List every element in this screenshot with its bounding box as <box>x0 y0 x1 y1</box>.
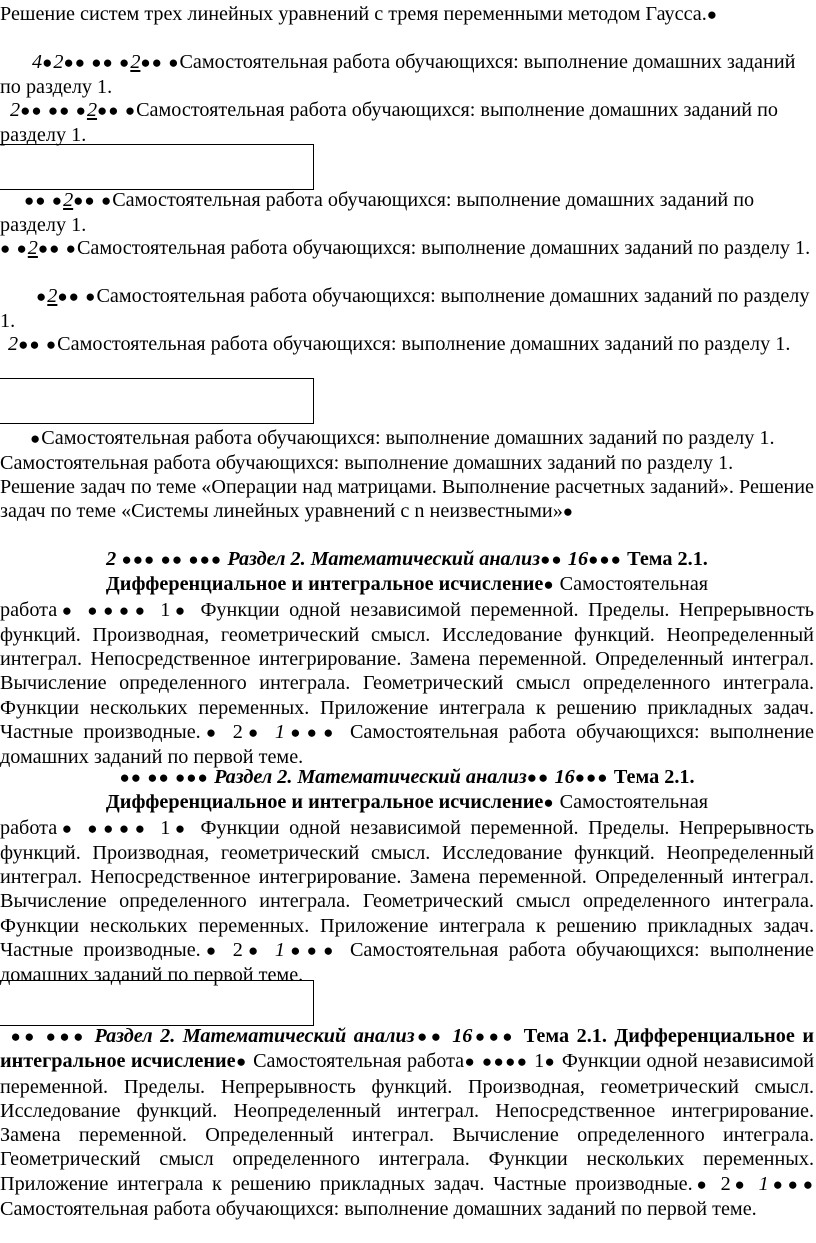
hours-value: 1 <box>534 1050 545 1073</box>
task-text: Самостоятельная работа обучающихся: выполнение домашних заданий по разделу 1. <box>76 237 811 259</box>
bullet-icon: ● <box>730 1174 759 1194</box>
bullet-icon: ● <box>170 818 201 838</box>
hours-value: 2 <box>63 189 74 211</box>
hours-value: 2 <box>8 333 19 355</box>
task-line-4 <box>0 236 814 261</box>
bullet-icon: ● <box>235 1052 248 1072</box>
self-work-label: Самостоятельная <box>559 573 709 596</box>
topic-title: Дифференциальное и интегральное исчисление <box>0 1025 814 1073</box>
topic-title: Дифференциальное и интегральное исчисление <box>105 791 544 814</box>
hours-value: 2 <box>47 285 58 307</box>
content-text: Функции одной независимой переменной. Пределы. Непрерывность функций. Производная, геометрический смысл. Исследование функций. Неопределенный интеграл. Непосредственное интегрирование. Замена переменной. Определенный интеграл. Вычисление определенного интеграла. Геометрический смысл определенного интеграла. Функции нескольких переменных. Приложение интеграла к решению прикладных задач. Частные производные. <box>0 816 814 962</box>
bullet-icon: ●● <box>526 768 555 787</box>
section-block-3 <box>0 1024 814 1221</box>
bullet-icon: ●●● ●● ●●● <box>116 550 228 569</box>
self-work-label: Самостоятельная <box>559 791 709 814</box>
hours-value: 2 <box>130 51 141 73</box>
section-hours: 16 <box>452 1025 473 1047</box>
bullet-icon: ●● ● <box>140 53 180 72</box>
empty-cell-box <box>0 980 314 1026</box>
content-text: Функции одной независимой переменной. Пределы. Непрерывность функций. Производная, геометрический смысл. Исследование функций. Неопределенный интеграл. Непосредственное интегрирование. Замена переменной. Определенный интеграл. Вычисление определенного интеграла. Геометрический смысл определенного интеграла. Функции нескольких переменных. Приложение интеграла к решению прикладных задач. Частные производные. <box>0 598 814 744</box>
empty-cell-box <box>0 144 314 190</box>
bullet-icon: ● <box>242 941 275 961</box>
hours-value: 4 <box>32 51 43 73</box>
task-line-7 <box>0 426 814 476</box>
hours-value: 1 <box>160 816 171 839</box>
bullet-icon: ● <box>543 575 555 595</box>
task-text: Самостоятельная работа обучающихся: выполнение домашних заданий по разделу 1. <box>0 285 810 333</box>
hours-value: 2 <box>27 237 38 259</box>
bullet-icon: ●● ●● ● <box>63 53 131 72</box>
bullet-icon: ●● ● <box>37 239 77 258</box>
topic-content <box>0 598 814 770</box>
topic-heading <box>0 790 814 815</box>
task-line-3 <box>0 188 814 238</box>
bullet-icon: ● <box>543 793 555 813</box>
self-work-label: работа <box>0 598 58 621</box>
task-text: Самостоятельная работа обучающихся: выполнение домашних заданий по разделу 1. <box>0 452 734 475</box>
matrix-tasks <box>0 475 814 525</box>
hours-value: 1 <box>758 1172 769 1195</box>
bullet-icon: ●● ● <box>97 101 137 120</box>
section-hours: 16 <box>567 548 589 570</box>
task-text: Самостоятельная работа обучающихся: выполнение домашних заданий по разделу 1. <box>41 427 775 449</box>
bullet-icon: ● <box>170 600 201 620</box>
section-title: Раздел 2. Математический анализ <box>227 548 541 570</box>
hours-value: 2 <box>720 1172 731 1195</box>
bullet-icon: ●●● <box>574 768 614 787</box>
bullet-icon: ● <box>200 723 233 743</box>
task-line-6 <box>0 332 814 357</box>
topic-heading <box>0 572 814 597</box>
section-block-2 <box>0 765 814 988</box>
hours-value: 1 <box>160 598 171 621</box>
hours-value: 2 <box>53 51 64 73</box>
empty-cell-box <box>0 378 314 424</box>
bullet-icon: ●● ●●● <box>8 1027 95 1046</box>
homework-text: Самостоятельная работа обучающихся: выполнение домашних заданий по первой теме. <box>0 1198 757 1221</box>
self-work-label: Самостоятельная работа <box>253 1050 465 1073</box>
task-line-2 <box>0 98 814 148</box>
bullet-icon: ● ●●●● <box>57 818 161 838</box>
topic-title: Дифференциальное и интегральное исчисление <box>105 573 544 596</box>
homework-text: Самостоятельная работа обучающихся: выполнение домашних заданий по первой теме. <box>0 721 814 769</box>
bullet-icon: ●●● <box>285 941 350 961</box>
section-heading <box>0 765 814 790</box>
gauss-text: Решение систем трех линейных уравнений с тремя переменными методом Гаусса. <box>0 3 707 25</box>
bullet-icon: ● ● <box>0 239 28 258</box>
task-text: Самостоятельная работа обучающихся: выполнение домашних заданий по разделу 1. <box>0 99 779 147</box>
section-number: 2 <box>106 548 117 570</box>
bullet-icon: ●● ● <box>18 335 58 354</box>
bullet-icon: ● <box>562 502 575 522</box>
topic-label: Тема 2.1. <box>627 548 708 570</box>
linear-systems-task-text: Решение задач по теме «Системы линейных уравнений с n неизвестными» <box>0 476 814 523</box>
task-text: Самостоятельная работа обучающихся: выполнение домашних заданий по разделу 1. <box>0 51 796 99</box>
bullet-icon: ●● <box>540 550 568 569</box>
hours-value: 2 <box>10 99 21 121</box>
topic-content <box>0 816 814 988</box>
hours-value: 1 <box>274 939 286 962</box>
self-work-label: работа <box>0 816 58 839</box>
hours-value: 2 <box>232 939 243 962</box>
section-heading <box>0 547 814 572</box>
section-hours: 16 <box>554 766 575 788</box>
section-block-1 <box>0 547 814 770</box>
hours-value: 2 <box>86 99 98 121</box>
hours-value: 1 <box>274 721 286 744</box>
bullet-icon: ●● ● <box>73 191 113 210</box>
bullet-icon: ●●● <box>285 723 350 743</box>
bullet-icon: ●● ● <box>57 287 97 306</box>
bullet-icon: ● <box>242 723 275 743</box>
bullet-icon: ●●● <box>588 550 628 569</box>
bullet-icon: ● <box>42 53 54 72</box>
section-title: Раздел 2. Математический анализ <box>214 766 527 788</box>
task-text: Самостоятельная работа обучающихся: выполнение домашних заданий по разделу 1. <box>57 333 791 355</box>
homework-text: Самостоятельная работа обучающихся: выполнение домашних заданий по первой теме. <box>0 939 814 987</box>
section-title: Раздел 2. Математический анализ <box>94 1025 415 1047</box>
bullet-icon: ●●● <box>768 1174 814 1194</box>
bullet-icon: ● ●●●● <box>464 1052 535 1072</box>
topic-label: Тема 2.1. <box>523 1025 607 1047</box>
bullet-icon: ●● ●● ● <box>20 101 87 120</box>
topic-label: Тема 2.1. <box>613 766 695 788</box>
matrix-task-text: Решение задач по теме «Операции над матрицами. Выполнение расчетных заданий». <box>0 476 734 498</box>
bullet-icon: ● ●●●● <box>57 600 161 620</box>
hours-value: 2 <box>232 721 243 744</box>
heading-gauss <box>0 2 814 27</box>
bullet-icon: ● <box>30 429 42 448</box>
bullet-icon: ●● ●● ●●● <box>119 768 215 787</box>
bullet-icon: ● <box>692 1174 721 1194</box>
bullet-icon: ● <box>544 1052 562 1072</box>
bullet-icon: ● <box>706 5 719 24</box>
bullet-icon: ●● ● <box>24 191 64 210</box>
bullet-icon: ●●● <box>472 1027 524 1046</box>
bullet-icon: ● <box>36 287 48 306</box>
content-text: Функции одной независимой переменной. Пределы. Непрерывность функций. Производная, геометрический смысл. Исследование функций. Неопределенный интеграл. Непосредственное интегрирование. Замена переменной. Определенный интеграл. Вычисление определенного интеграла. Геометрический смысл определенного интеграла. Функции нескольких переменных. Приложение интеграла к решению прикладных задач. Частные производные. <box>0 1050 814 1195</box>
task-line-5 <box>0 284 814 334</box>
task-line-1 <box>0 50 814 100</box>
bullet-icon: ● <box>200 941 233 961</box>
task-text: Самостоятельная работа обучающихся: выполнение домашних заданий по разделу 1. <box>0 189 755 237</box>
bullet-icon: ●● <box>414 1027 453 1046</box>
